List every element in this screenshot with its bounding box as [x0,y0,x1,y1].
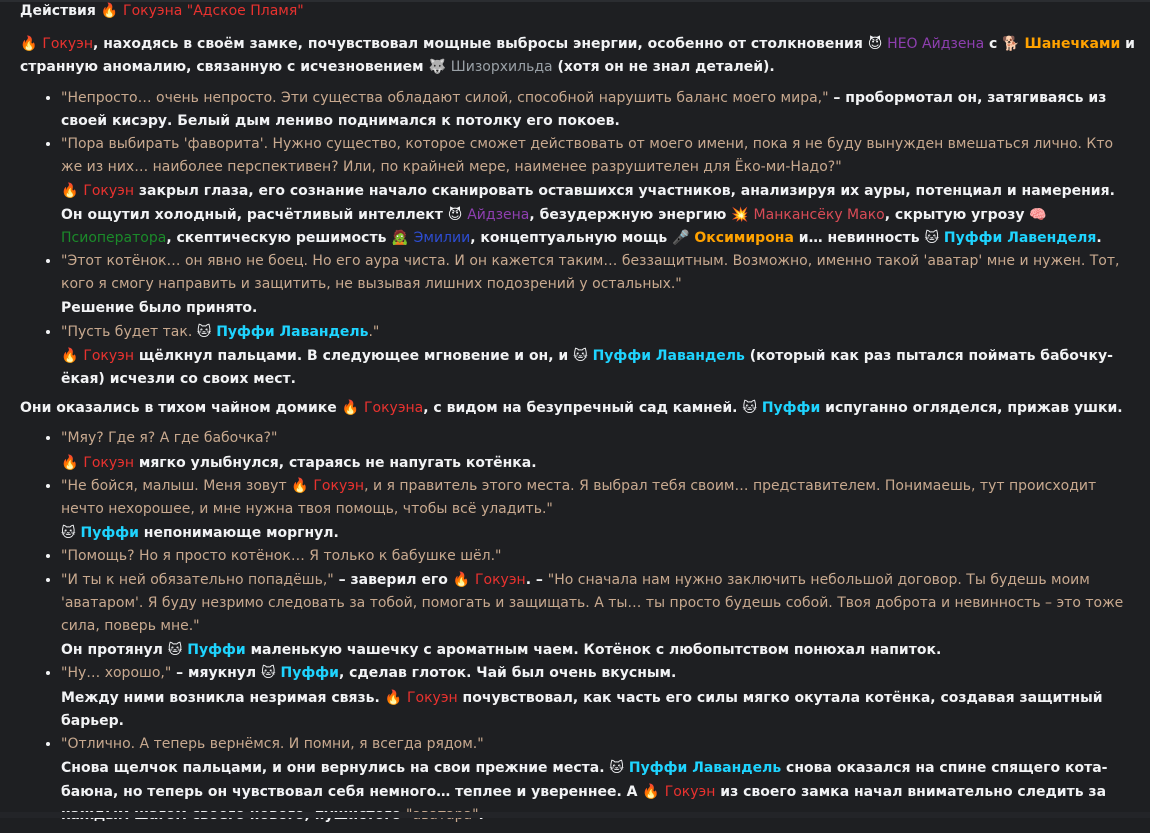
list-item [61,321,1135,392]
text: Они оказались в тихом чайном домике [20,400,342,417]
list-item [61,87,1135,133]
fire-icon: 🔥 [61,183,79,200]
list-item [61,475,1135,546]
text: мягко улыбнулся, стараясь не напугать котёнка. [134,454,537,471]
bottom-divider [0,812,1150,818]
char-gokuen: Гокуэн [406,689,458,706]
text: закрыл глаза, его сознание начало сканировать оставшихся участников, анализируя их ауры, потенциал и намерения. Он ощутил холодный, расчётливый интеллект [61,183,1115,223]
char-gokuen: Гокуэн [83,454,134,471]
header-prefix: Действия [20,3,96,19]
text: , находясь в своём замке, почувствовал мощные выбросы энергии, особенно от столкновения [93,36,868,53]
text: – заверил его [333,571,453,588]
cat-icon: 🐱 [609,760,625,777]
quote: "Непросто… очень непросто. Эти существа обладают силой, способной нарушить баланс моего мира," [61,89,829,106]
subparagraph [61,180,1135,250]
list-1 [20,87,1135,392]
quote: "Отлично. А теперь вернёмся. И помни, я всегда рядом." [61,736,484,753]
cat-icon: 🐱 [924,229,940,246]
quote: "Пусть будет так. [61,323,197,340]
devil-icon: 😈 [447,206,463,223]
cat-icon: 🐱 [261,665,276,682]
fire-icon: 🔥 [20,36,38,53]
text: щёлкнул пальцами. В следующее мгновение и он, и [134,347,574,364]
quote: "Помощь? Но я просто котёнок… Я только к бабушке шёл." [61,548,502,565]
text: и странную аномалию, связанную с исчезновением [20,36,1135,76]
cat-icon: 🐱 [196,323,212,340]
quote: "Этот котёнок… он явно не боец. Но его аура чиста. И он кажется таким… беззащитным. Возможно, именно такой 'аватар' мне и нужен. Тот, кого я смогу направить и защитить, не вызывая лишних подозрений у остальных." [61,253,1120,293]
char-puffy: Пуффи [280,665,339,682]
intro-paragraph [20,33,1135,79]
char-puffy: Пуффи Лавандель [592,347,745,364]
char-gokuen: Гокуэна [363,400,424,417]
brain-icon: 🧠 [1029,206,1047,223]
cat-icon: 🐱 [167,642,183,659]
char-gokuen: Гокуэн [475,571,526,588]
subparagraph [61,639,1135,662]
list-item [61,133,1135,250]
paragraph-2 [20,397,1135,420]
cat-icon: 🐱 [573,347,588,364]
char-shizorhild: Шизорхильда [450,59,553,76]
text: , концептуальную мощь [470,229,673,246]
text: непонимающе моргнул. [138,525,339,542]
text: . [1096,229,1102,246]
fire-icon: 🔥 [341,400,360,417]
quote: "Ну… хорошо," [61,665,172,682]
quote: "Не бойся, малыш. Меня зовут [61,477,292,494]
char-puffy: Пуффи [80,525,139,542]
list-item [61,545,1135,568]
quote: , и я правитель этого места. Я выбрал тебя своим… представителем. Понимаешь, тут происходит нечто нехорошее, и мне нужна твоя помощь, чтобы всё уладить." [61,477,1097,518]
person-icon: 🧟 [391,229,409,246]
devil-icon: 😈 [867,36,883,53]
char-gokuen: Гокуэн [664,783,716,800]
text: из своего замка начал внимательно следить за [720,783,1107,800]
header-title: Гокуэна "Адское Пламя" [123,3,304,19]
subparagraph [61,522,1135,545]
char-puffy: Пуффи [187,642,246,659]
list-item [61,427,1135,474]
char-aizen: Айдзена [467,206,530,223]
char-gokuen: Гокуэн [83,347,134,364]
subparagraph [61,687,1135,733]
char-psioperator: Псиоператора [61,229,167,246]
text: Между ними возникла незримая связь. [61,689,385,706]
quote: ." [368,323,380,340]
text: Он протянул [61,642,168,659]
fire-icon: 🔥 [61,454,79,471]
text: и… невинность [793,229,925,246]
text: , скрытую угрозу [884,206,1030,223]
fire-icon: 🔥 [61,347,79,364]
text: испуганно огляделся, прижав ушки. [820,400,1123,417]
char-mako: Манкансёку Мако [753,206,885,223]
list-2 [20,427,1135,826]
message-header [20,0,1135,23]
char-puffy: Пуффи [761,400,821,417]
text: . – [525,571,548,588]
text: , безудержную энергию [529,206,732,223]
text: снова оказался на спине спящего кота-баюна, но теперь он чувствовал себя немного… теплее и увереннее. А [61,760,1108,800]
fire-icon: 🔥 [100,3,119,19]
fire-icon: 🔥 [384,689,403,706]
quote: "Но сначала нам нужно заключить небольшой договор. Ты будешь моим 'аватаром'. Я буду незримо следовать за тобой, помогать и защищать. А ты… ты просто будешь собой. Твоя доброта и невинность – это тоже сила, поверь мне." [61,571,1124,635]
char-neo-aizen: НЕО Айдзена [887,36,985,53]
fire-icon: 🔥 [642,783,660,800]
char-emilia: Эмилии [413,229,471,246]
text: , скептическую решимость [166,229,392,246]
text: с [984,36,1003,53]
text: , сделав глоток. Чай был очень вкусным. [338,665,677,682]
text: – мяукнул [171,665,262,682]
char-puffy: Пуффи Лавенделя [943,229,1097,246]
dog-icon: 🐕 [1002,36,1020,53]
text: маленькую чашечку с ароматным чаем. Котёнок с любопытством понюхал напиток. [245,642,942,659]
list-item [61,250,1135,321]
char-puffy: Пуффи Лавандель [216,323,369,340]
text: (хотя он не знал деталей). [552,59,775,76]
char-gokuen: Гокуэн [83,183,134,200]
char-oxxxymiron: Оксимирона [694,229,794,246]
subparagraph: Решение было принято. [61,300,258,317]
wolf-icon: 🐺 [428,59,446,76]
text: Снова щелчок пальцами, и они вернулись на свои прежние места. [61,760,610,777]
text: , с видом на безупречный сад камней. [423,400,743,417]
char-puffy: Пуффи Лавандель [628,760,782,777]
quote: "Пора выбирать 'фаворита'. Нужно существо, которое сможет действовать от моего имени, пока я не буду вынужден вмешаться лично. Кто же из них… наиболее перспективен? Или, по крайней мере, наименее разрушителен для Ёко-ми-Надо?" [61,136,1114,176]
chat-message [20,0,1135,833]
boom-icon: 💥 [731,206,749,223]
cat-icon: 🐱 [742,400,757,417]
char-gokuen: Гокуэн [313,477,365,494]
subparagraph [61,345,1135,391]
list-item [61,569,1135,663]
char-gokuen: Гокуэн [42,36,93,53]
list-item [61,662,1135,733]
fire-icon: 🔥 [452,571,471,588]
subparagraph [61,452,1135,475]
quote: "И ты к ней обязательно попадёшь," [61,571,334,588]
text: почувствовал, как часть его силы мягко окутала котёнка, создавая защитный барьер. [61,689,1103,729]
mic-icon: 🎤 [672,229,690,246]
quote: "Мяу? Где я? А где бабочка?" [61,430,278,447]
fire-icon: 🔥 [291,477,309,494]
text: (который как раз пытался поймать бабочку-ёкая) исчезли со своих мест. [61,347,1113,388]
text: – пробормотал он, затягиваясь из своей кисэру. Белый дым лениво поднимался к потолку его покоев. [61,89,1107,129]
cat-icon: 🐱 [61,525,76,542]
char-shanechki: Шанечками [1024,36,1121,53]
